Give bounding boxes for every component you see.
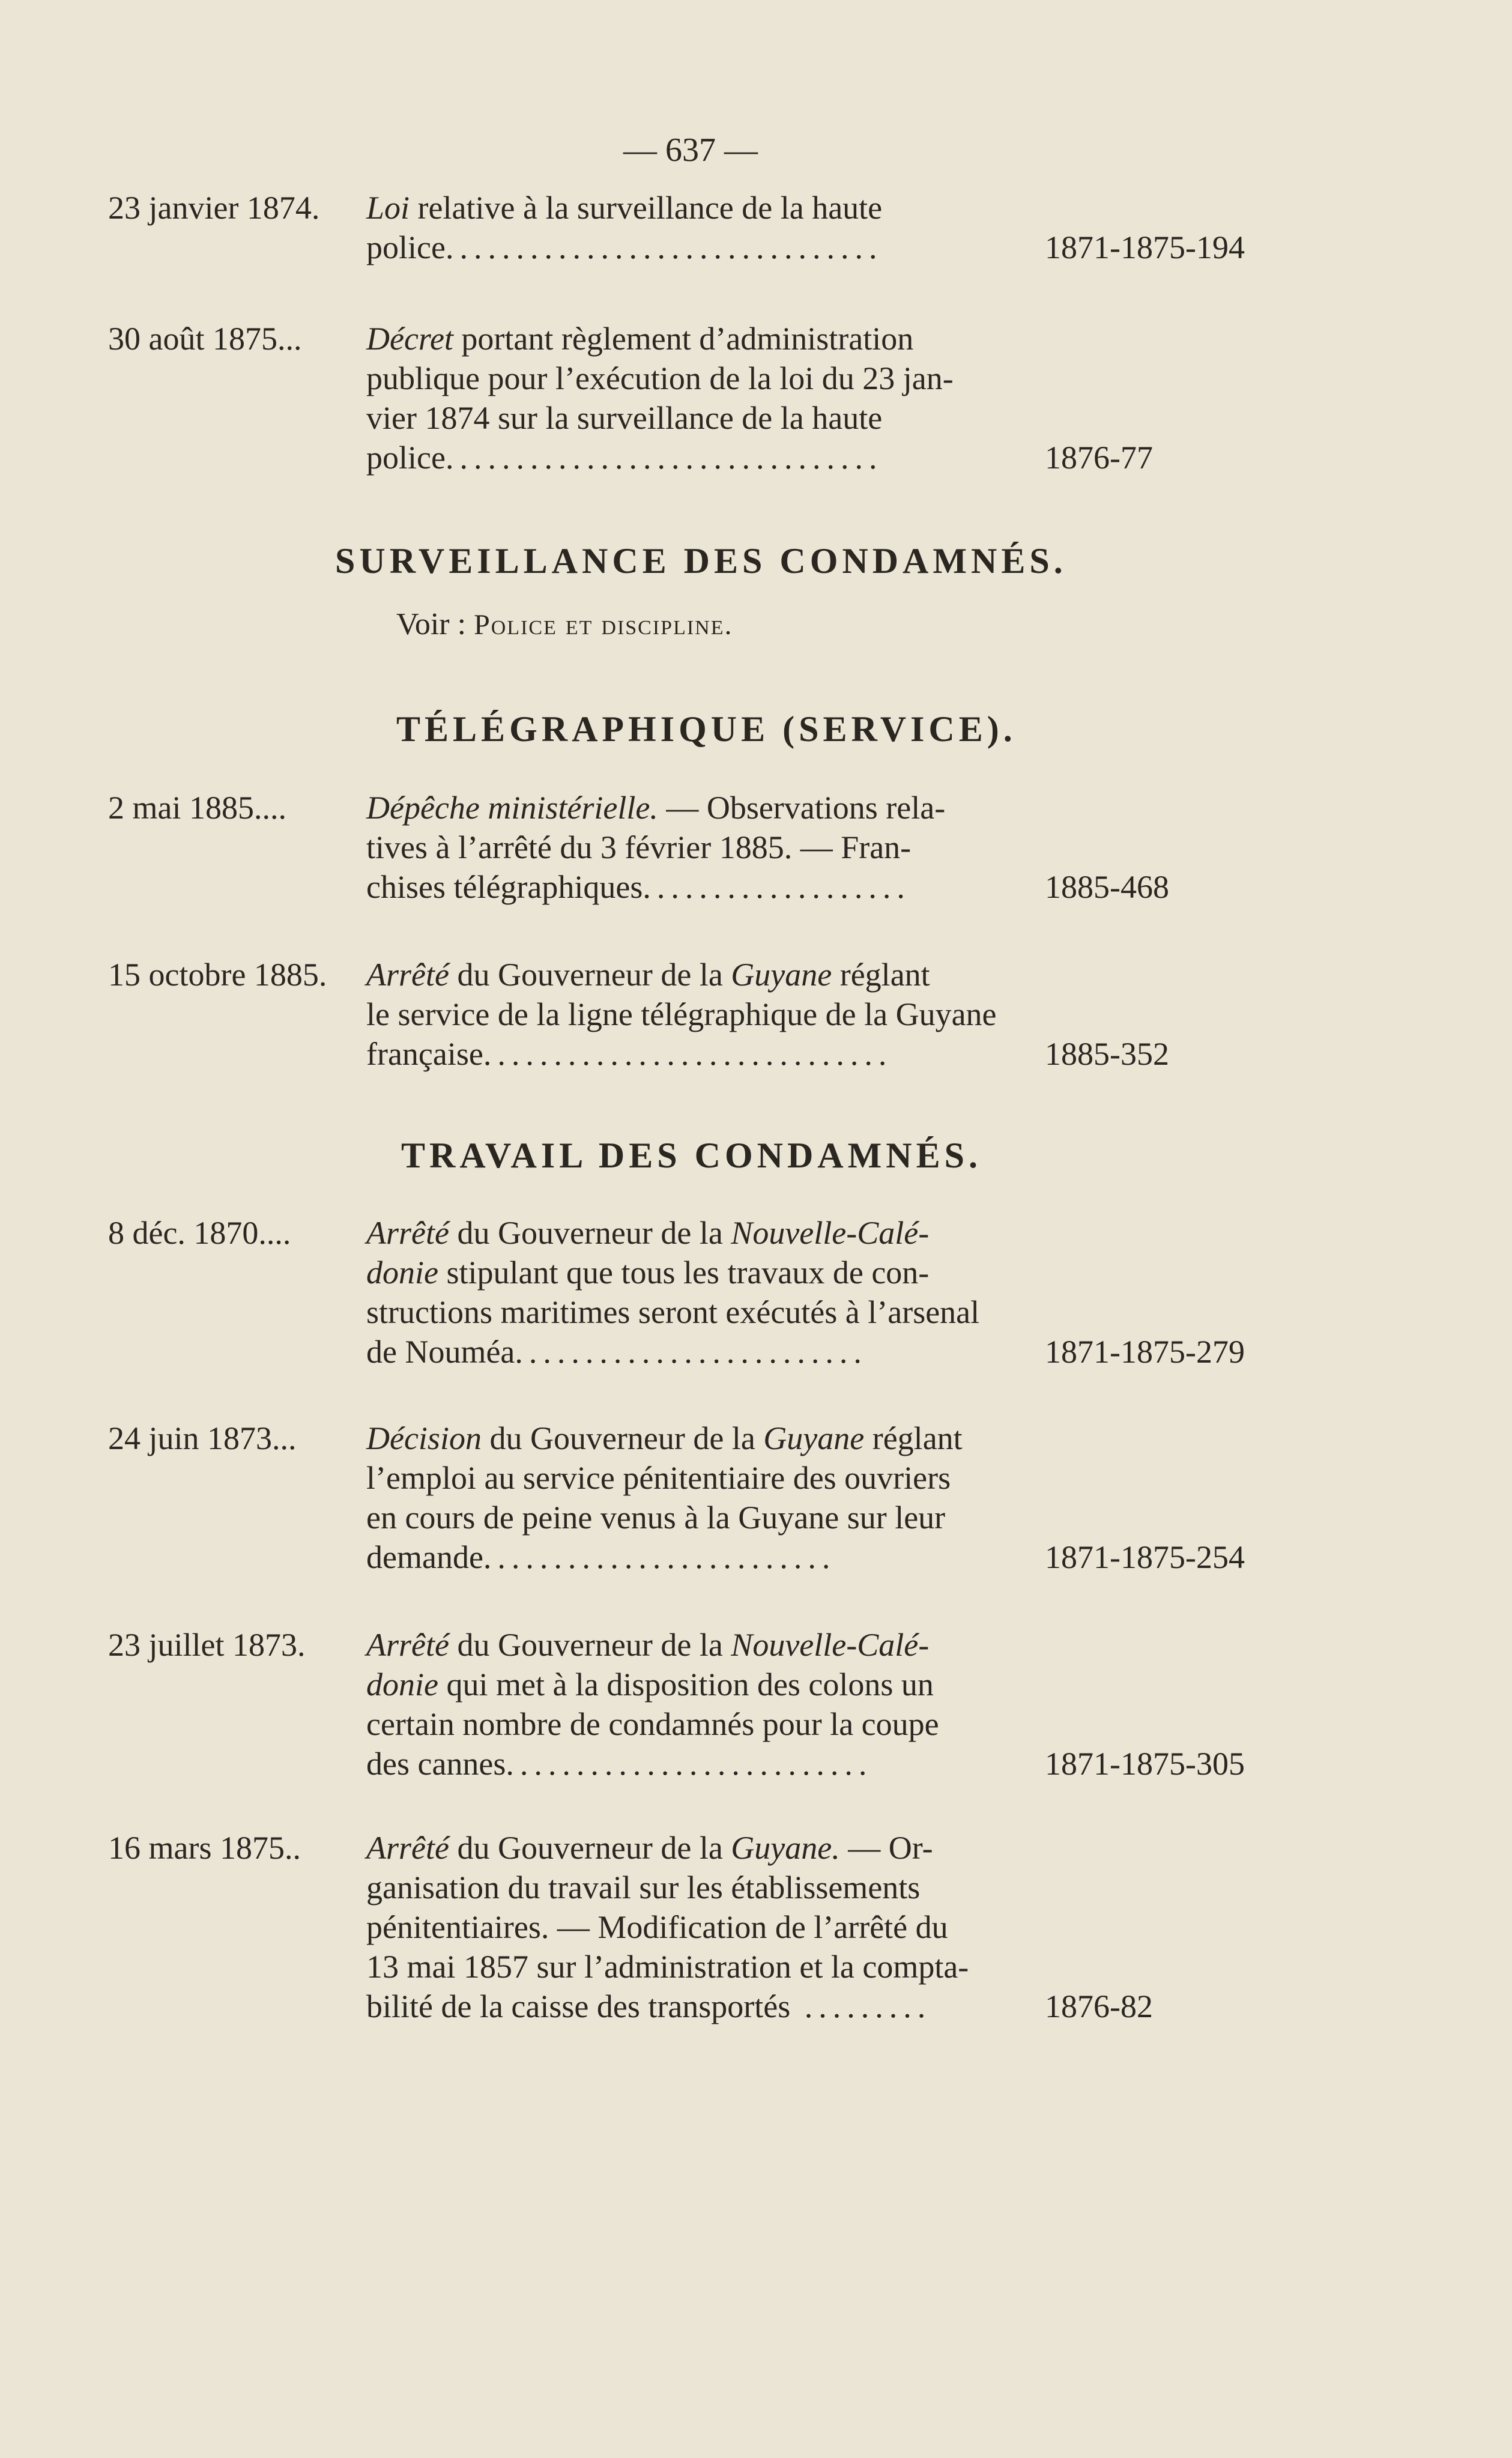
desc-line: portant règlement d’administration [453,321,914,357]
desc-line: du Gouverneur de la [449,1627,731,1663]
desc-line: demande [366,1539,483,1575]
desc-line: tives à l’arrêté du 3 février 1885. — Fran- [366,829,912,865]
entry-date: 24 juin 1873... [108,1420,297,1456]
desc-line: du Gouverneur de la [481,1420,764,1456]
leader-dots: ......................... [515,1334,868,1370]
entry-description [366,1418,1033,1577]
entry-date: 2 mai 1885.... [108,790,286,826]
desc-line: du Gouverneur de la [449,957,731,993]
desc-line: réglant [832,957,930,993]
place-name: donie [366,1666,438,1703]
desc-line: police [366,440,446,476]
leader-dots: ............................. [483,1036,893,1072]
entry-description [366,1213,1033,1372]
desc-line: police [366,229,446,265]
desc-line: française [366,1036,483,1072]
desc-line: publique pour l’exécution de la loi du 23 jan- [366,360,954,396]
desc-line: ganisation du travail sur les établissements [366,1869,921,1906]
entry-kind: Décision [366,1420,482,1456]
desc-line: l’emploi au service pénitentiaire des ouvriers [366,1460,951,1496]
entry-reference: 1871-1875-279 [1045,1334,1245,1370]
leader-dots: ............................... [445,229,883,265]
entry-description [366,955,1033,1074]
entry-date: 15 octobre 1885. [108,957,327,993]
desc-line: certain nombre de condamnés pour la coupe [366,1706,939,1742]
entry-date: 23 juillet 1873. [108,1627,306,1663]
place-name: Guyane [731,957,832,993]
desc-line: bilité de la caisse des transportés [366,1988,791,2024]
see-also-target: Police et discipline. [474,609,733,641]
section-heading: TRAVAIL DES CONDAMNÉS. [401,1136,982,1175]
desc-line: pénitentiaires. — Modification de l’arrêté du [366,1909,948,1945]
place-name: donie [366,1255,438,1291]
desc-line: vier 1874 sur la surveillance de la haute [366,400,883,436]
desc-line: du Gouverneur de la [449,1830,731,1866]
section-heading: SURVEILLANCE DES CONDAMNÉS. [335,541,1067,581]
entry-kind: Arrêté [366,1215,449,1251]
leader-dots: ......................... [483,1539,836,1575]
entry-description [366,319,1033,477]
entry-reference: 1871-1875-305 [1045,1746,1245,1782]
desc-line: — Observations rela- [658,790,946,826]
desc-line: en cours de peine venus à la Guyane sur leur [366,1500,946,1536]
entry-description [366,1625,1033,1784]
place-name: Nouvelle-Calé- [731,1627,930,1663]
see-also-label: Voir : [396,607,474,641]
desc-line: stipulant que tous les travaux de con- [438,1255,930,1291]
page-number: — 637 — [623,132,758,169]
desc-line: — Or- [839,1830,933,1866]
entry-reference: 1871-1875-254 [1045,1539,1245,1575]
entry-kind: Loi [366,190,410,226]
entry-reference: 1885-352 [1045,1036,1169,1072]
entry-description [366,788,1033,907]
desc-line: structions maritimes seront exécutés à l’arsenal [366,1294,980,1330]
entry-kind: Arrêté [366,1830,449,1866]
desc-line: des cannes [366,1746,506,1782]
entry-reference: 1876-77 [1045,440,1153,476]
entry-kind: Décret [366,321,453,357]
leader-dots: .......................... [506,1746,873,1782]
entry-date: 23 janvier 1874. [108,190,320,226]
leader-dots: ............................... [445,440,883,476]
desc-line: relative à la surveillance de la haute [410,190,883,226]
entry-reference: 1885-468 [1045,869,1169,905]
entry-kind: Arrêté [366,1627,449,1663]
entry-description [366,188,1033,267]
leader-dots: ......... [790,1988,932,2024]
entry-reference: 1876-82 [1045,1988,1153,2024]
see-also [396,607,733,642]
entry-description [366,1828,1033,2026]
entry-date: 16 mars 1875.. [108,1830,301,1866]
desc-line: 13 mai 1857 sur l’administration et la compta- [366,1949,969,1985]
entry-date: 8 déc. 1870.... [108,1215,291,1251]
place-name: Guyane [763,1420,865,1456]
desc-line: le service de la ligne télégraphique de la Guyane [366,996,997,1032]
entry-reference: 1871-1875-194 [1045,229,1245,265]
section-heading: TÉLÉGRAPHIQUE (SERVICE). [396,709,1017,749]
entry-kind: Dépêche ministérielle. [366,790,658,826]
place-name: Guyane. [731,1830,840,1866]
desc-line: du Gouverneur de la [449,1215,731,1251]
entry-date: 30 août 1875... [108,321,302,357]
desc-line: réglant [864,1420,963,1456]
desc-line: de Nouméa [366,1334,515,1370]
desc-line: qui met à la disposition des colons un [438,1666,934,1703]
entry-kind: Arrêté [366,957,449,993]
place-name: Nouvelle-Calé- [731,1215,930,1251]
leader-dots: ................... [643,869,911,905]
desc-line: chises télégraphiques [366,869,643,905]
